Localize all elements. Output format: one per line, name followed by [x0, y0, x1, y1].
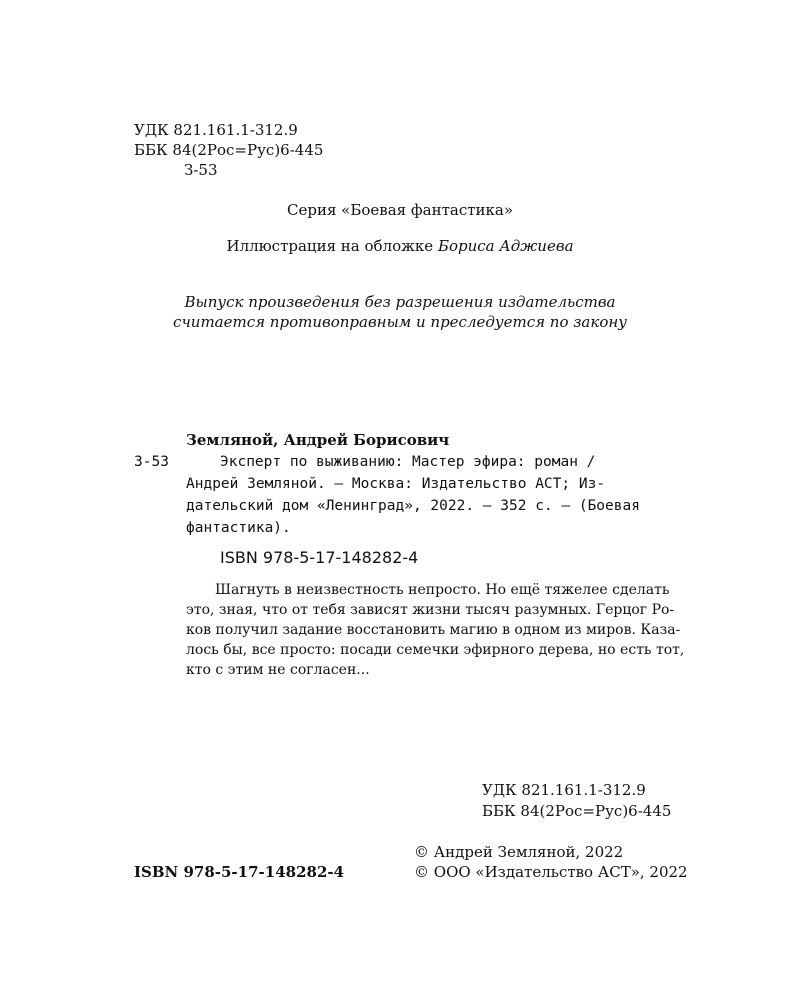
series-line: Серия «Боевая фантастика» — [286, 201, 514, 219]
catalog-desc-line: Эксперт по выживанию: Мастер эфира: роман / — [220, 454, 596, 470]
annotation-line: Шагнуть в неизвестность непросто. Но ещё тяжелее сделать — [215, 582, 670, 598]
author-mark-top: З-53 — [184, 161, 218, 179]
annotation-line: кто с этим не согласен... — [186, 662, 370, 678]
catalog-desc-line: фантастика). — [186, 520, 291, 536]
catalog-isbn: ISBN 978-5-17-148282-4 — [220, 548, 419, 567]
annotation-line: лось бы, все просто: посади семечки эфирного дерева, но есть тот, — [186, 642, 685, 658]
copyright-author: © Андрей Земляной, 2022 — [414, 843, 624, 861]
catalog-desc-line: дательский дом «Ленинград», 2022. — 352 с. — (Боевая — [186, 498, 640, 514]
legal-notice-line-1: Выпуск произведения без разрешения издательства — [184, 293, 616, 311]
annotation-line: ков получил задание восстановить магию в одном из миров. Каза- — [186, 622, 681, 638]
udk-code-top: УДК 821.161.1-312.9 — [134, 121, 298, 139]
illustration-prefix: Иллюстрация на обложке — [226, 237, 438, 255]
copyright-publisher: © ООО «Издательство АСТ», 2022 — [414, 863, 688, 881]
illustration-artist: Бориса Аджиева — [437, 237, 574, 255]
catalog-author: Земляной, Андрей Борисович — [186, 431, 450, 449]
udk-code-bottom: УДК 821.161.1-312.9 — [482, 781, 646, 799]
bbk-code-top: ББК 84(2Рос=Рус)6-445 — [134, 141, 324, 159]
catalog-mark: З-53 — [134, 454, 169, 470]
legal-notice-line-2: считается противоправным и преследуется по закону — [173, 313, 627, 331]
catalog-desc-line: Андрей Земляной. — Москва: Издательство АСТ; Из- — [186, 476, 606, 492]
annotation-line: это, зная, что от тебя зависят жизни тысяч разумных. Герцог Ро- — [186, 602, 675, 618]
bbk-code-bottom: ББК 84(2Рос=Рус)6-445 — [482, 802, 672, 820]
isbn-bottom: ISBN 978-5-17-148282-4 — [134, 863, 345, 881]
illustration-credit — [0, 236, 800, 256]
